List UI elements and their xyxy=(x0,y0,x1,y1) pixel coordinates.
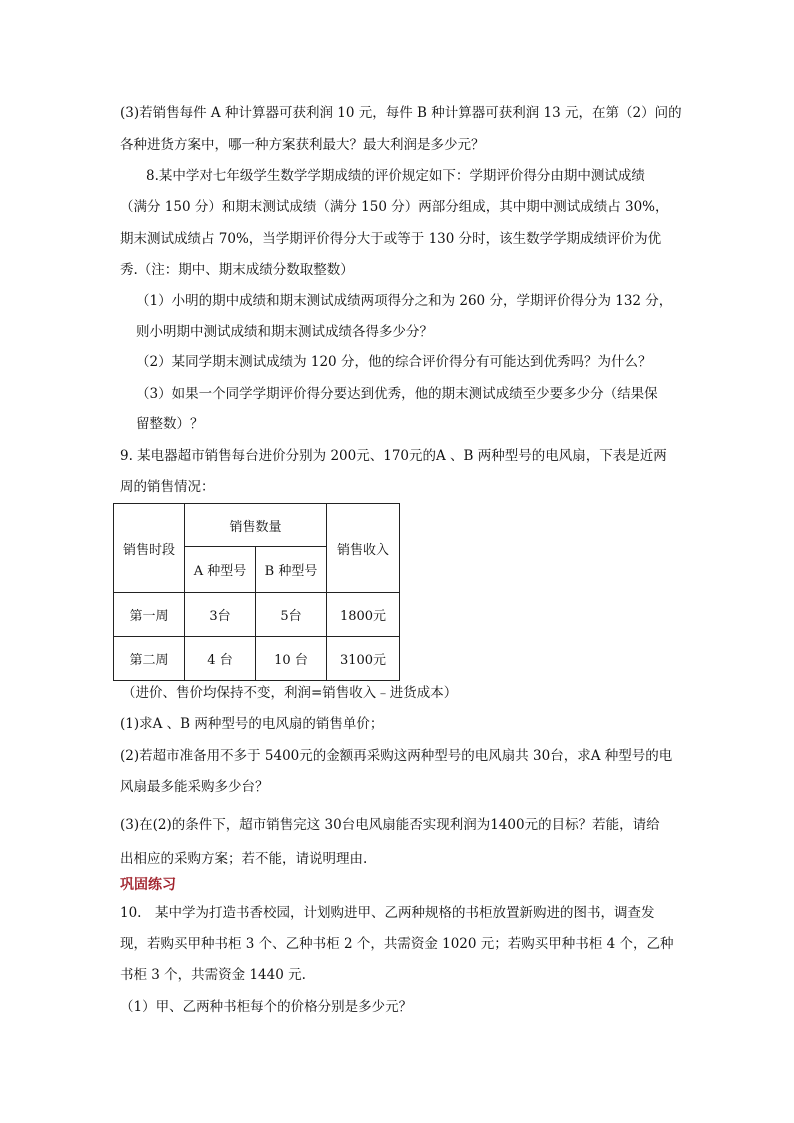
q9-part2-line-2: 风扇最多能采购多少台？ xyxy=(120,779,269,795)
table-cell-period: 第一周 xyxy=(114,593,185,637)
table-header-type-a: A 种型号 xyxy=(185,547,256,593)
table-row xyxy=(114,637,400,681)
q8-line-4: 秀.（注：期中、期末成绩分数取整数） xyxy=(120,262,354,278)
table-cell-period: 第二周 xyxy=(114,637,185,681)
q9-line-2: 周的销售情况： xyxy=(120,479,215,495)
table-header-income: 销售收入 xyxy=(327,504,400,593)
q8-line-1: 8.某中学对七年级学生数学学期成绩的评价规定如下：学期评价得分由期中测试成绩 xyxy=(146,168,645,184)
table-cell-income: 3100元 xyxy=(327,637,400,681)
table-cell-b: 5台 xyxy=(256,593,327,637)
table-cell-a: 4 台 xyxy=(185,637,256,681)
table-header-type-b: B 种型号 xyxy=(256,547,327,593)
table-row xyxy=(114,593,400,637)
q10-line-1: 10. 某中学为打造书香校园，计划购进甲、乙两种规格的书柜放置新购进的图书，调查发 xyxy=(120,905,655,921)
q8-line-2: （满分 150 分）和期末测试成绩（满分 150 分）两部分组成，其中期中测试成绩占 30%， xyxy=(120,199,669,215)
table-cell-a: 3台 xyxy=(185,593,256,637)
q9-part2-line-1: (2)若超市准备用不多于 5400元的金额再采购这两种型号的电风扇共 30台，求A 种型号的电 xyxy=(120,748,673,764)
table-header-quantity: 销售数量 xyxy=(185,504,327,547)
q10-line-2: 现，若购买甲种书柜 3 个、乙种书柜 2 个，共需资金 1020 元；若购买甲种书柜 4 个，乙种 xyxy=(120,936,674,952)
q9-part1: (1)求A 、B 两种型号的电风扇的销售单价； xyxy=(120,716,384,732)
q9-part3-line-2: 出相应的采购方案；若不能，请说明理由. xyxy=(120,851,368,867)
q9-part3-line-1: (3)在(2)的条件下，超市销售完这 30台电风扇能否实现利润为1400元的目标？若能，请给 xyxy=(120,817,660,833)
section-title: 巩固练习 xyxy=(120,877,176,893)
q9-note: （进价、售价均保持不变，利润=销售收入﹣进货成本） xyxy=(122,685,458,701)
sales-table xyxy=(113,503,400,681)
q8-part1-line-1: （1）小明的期中成绩和期末测试成绩两项得分之和为 260 分，学期评价得分为 132 分， xyxy=(136,293,673,309)
q8-part1-line-2: 则小明期中测试成绩和期末测试成绩各得多少分？ xyxy=(136,324,433,340)
q8-part2: （2）某同学期末测试成绩为 120 分，他的综合评价得分有可能达到优秀吗？为什么？ xyxy=(136,354,652,370)
q9-line-1: 9. 某电器超市销售每台进价分别为 200元、170元的A 、B 两种型号的电风扇，下表是近两 xyxy=(120,448,667,464)
q10-part1: （1）甲、乙两种书柜每个的价格分别是多少元？ xyxy=(120,999,413,1015)
q10-line-3: 书柜 3 个，共需资金 1440 元. xyxy=(120,967,306,983)
q8-part3-line-1: （3）如果一个同学学期评价得分要达到优秀，他的期末测试成绩至少要多少分（结果保 xyxy=(136,386,658,402)
table-header-period: 销售时段 xyxy=(114,504,185,593)
table-cell-b: 10 台 xyxy=(256,637,327,681)
q8-line-3: 期末测试成绩占 70%，当学期评价得分大于或等于 130 分时，该生数学学期成绩评价为优 xyxy=(120,231,662,247)
table-header-row xyxy=(114,504,400,547)
table-cell-income: 1800元 xyxy=(327,593,400,637)
q7-line-2: 各种进货方案中，哪一种方案获利最大？最大利润是多少元？ xyxy=(120,137,485,153)
q8-part3-line-2: 留整数）？ xyxy=(136,416,204,432)
q7-line-1: (3)若销售每件 A 种计算器可获利润 10 元，每件 B 种计算器可获利润 13 元，在第（2）问的 xyxy=(120,105,682,121)
